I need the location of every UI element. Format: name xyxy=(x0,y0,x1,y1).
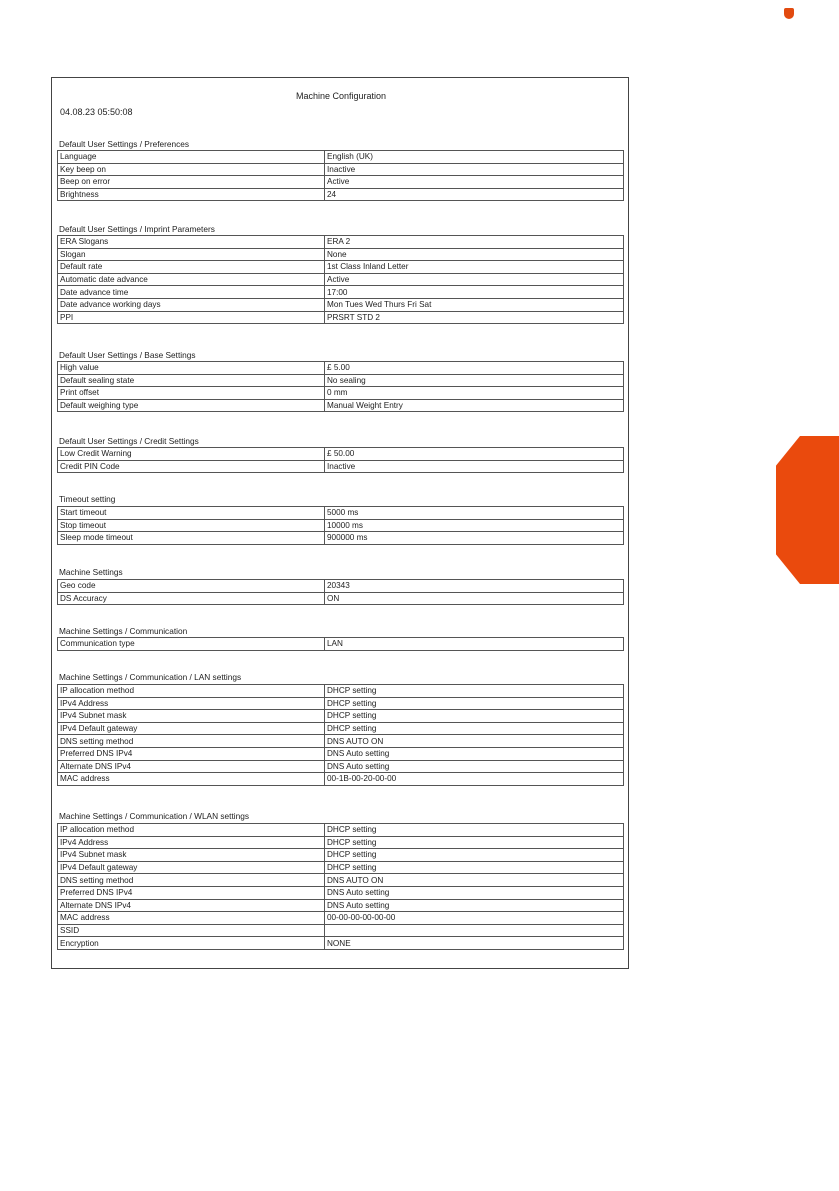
setting-label: IP allocation method xyxy=(58,685,325,698)
table-row xyxy=(58,460,624,473)
setting-value: DHCP setting xyxy=(325,722,624,735)
table-timeout-setting xyxy=(57,506,624,545)
setting-value: English (UK) xyxy=(325,151,624,164)
setting-label: Default weighing type xyxy=(58,399,325,412)
table-row xyxy=(58,710,624,723)
setting-value: DNS Auto setting xyxy=(325,886,624,899)
section-heading-wlan-settings: Machine Settings / Communication / WLAN settings xyxy=(59,811,249,821)
setting-label: IPv4 Subnet mask xyxy=(58,849,325,862)
table-lan-settings xyxy=(57,684,624,786)
table-row xyxy=(58,236,624,249)
setting-value: Inactive xyxy=(325,163,624,176)
setting-value: 00-00-00-00-00-00 xyxy=(325,912,624,925)
setting-value: 0 mm xyxy=(325,387,624,400)
table-row xyxy=(58,519,624,532)
setting-value: DHCP setting xyxy=(325,710,624,723)
setting-value: None xyxy=(325,248,624,261)
setting-label: Default rate xyxy=(58,261,325,274)
table-row xyxy=(58,163,624,176)
setting-label: Date advance time xyxy=(58,286,325,299)
table-credit-settings xyxy=(57,447,624,473)
table-row xyxy=(58,874,624,887)
setting-label: Encryption xyxy=(58,937,325,950)
setting-label: ERA Slogans xyxy=(58,236,325,249)
setting-value: DHCP setting xyxy=(325,697,624,710)
setting-value: DNS AUTO ON xyxy=(325,735,624,748)
section-heading-communication: Machine Settings / Communication xyxy=(59,626,188,636)
setting-label: IPv4 Default gateway xyxy=(58,861,325,874)
table-row xyxy=(58,298,624,311)
setting-value: DNS AUTO ON xyxy=(325,874,624,887)
setting-value: Manual Weight Entry xyxy=(325,399,624,412)
setting-value: Active xyxy=(325,273,624,286)
setting-value: Active xyxy=(325,176,624,189)
setting-value: DHCP setting xyxy=(325,685,624,698)
table-row xyxy=(58,760,624,773)
setting-label: MAC address xyxy=(58,773,325,786)
setting-label: IPv4 Subnet mask xyxy=(58,710,325,723)
setting-value: No sealing xyxy=(325,374,624,387)
table-row xyxy=(58,399,624,412)
section-heading-preferences: Default User Settings / Preferences xyxy=(59,139,190,149)
setting-value: DHCP setting xyxy=(325,849,624,862)
section-heading-machine-settings: Machine Settings xyxy=(59,567,123,577)
setting-value: DNS Auto setting xyxy=(325,760,624,773)
setting-value: 900000 ms xyxy=(325,532,624,545)
table-row xyxy=(58,151,624,164)
setting-value: DHCP setting xyxy=(325,836,624,849)
table-row xyxy=(58,592,624,605)
setting-label: Date advance working days xyxy=(58,298,325,311)
table-wlan-settings xyxy=(57,823,624,950)
chapter-side-tab xyxy=(776,436,839,584)
setting-value: Mon Tues Wed Thurs Fri Sat xyxy=(325,298,624,311)
printout-timestamp: 04.08.23 05:50:08 xyxy=(60,107,133,117)
setting-value: 5000 ms xyxy=(325,507,624,520)
setting-label: IPv4 Address xyxy=(58,836,325,849)
table-row xyxy=(58,849,624,862)
table-imprint-parameters xyxy=(57,235,624,324)
table-row xyxy=(58,176,624,189)
setting-label: Sleep mode timeout xyxy=(58,532,325,545)
table-row xyxy=(58,685,624,698)
table-row xyxy=(58,387,624,400)
setting-label: DNS setting method xyxy=(58,735,325,748)
table-row xyxy=(58,532,624,545)
table-row xyxy=(58,735,624,748)
table-row xyxy=(58,924,624,937)
setting-label: Communication type xyxy=(58,638,325,651)
table-row xyxy=(58,311,624,324)
setting-label: Beep on error xyxy=(58,176,325,189)
setting-label: DS Accuracy xyxy=(58,592,325,605)
setting-label: PPI xyxy=(58,311,325,324)
table-row xyxy=(58,861,624,874)
table-row xyxy=(58,899,624,912)
table-row xyxy=(58,937,624,950)
setting-label: Low Credit Warning xyxy=(58,448,325,461)
setting-value: DHCP setting xyxy=(325,861,624,874)
table-row xyxy=(58,580,624,593)
section-heading-base-settings: Default User Settings / Base Settings xyxy=(59,350,196,360)
setting-label: Stop timeout xyxy=(58,519,325,532)
setting-label: IPv4 Default gateway xyxy=(58,722,325,735)
table-row xyxy=(58,261,624,274)
table-row xyxy=(58,273,624,286)
setting-label: DNS setting method xyxy=(58,874,325,887)
table-row xyxy=(58,836,624,849)
setting-value: 17:00 xyxy=(325,286,624,299)
setting-value: 10000 ms xyxy=(325,519,624,532)
table-row xyxy=(58,824,624,837)
table-communication xyxy=(57,637,624,651)
table-row xyxy=(58,374,624,387)
section-heading-lan-settings: Machine Settings / Communication / LAN settings xyxy=(59,672,242,682)
setting-value: 00-1B-00-20-00-00 xyxy=(325,773,624,786)
page-corner-marker xyxy=(784,8,794,19)
setting-label: Slogan xyxy=(58,248,325,261)
setting-label: MAC address xyxy=(58,912,325,925)
setting-label: Start timeout xyxy=(58,507,325,520)
setting-label: High value xyxy=(58,362,325,375)
setting-value: ERA 2 xyxy=(325,236,624,249)
table-row xyxy=(58,248,624,261)
table-row xyxy=(58,697,624,710)
setting-label: Key beep on xyxy=(58,163,325,176)
configuration-printout xyxy=(51,77,629,969)
table-row xyxy=(58,507,624,520)
setting-label: Alternate DNS IPv4 xyxy=(58,899,325,912)
setting-value: 24 xyxy=(325,188,624,201)
table-row xyxy=(58,912,624,925)
setting-value: Inactive xyxy=(325,460,624,473)
setting-label: SSID xyxy=(58,924,325,937)
setting-value xyxy=(325,924,624,937)
setting-value: 1st Class Inland Letter xyxy=(325,261,624,274)
setting-value: LAN xyxy=(325,638,624,651)
table-preferences xyxy=(57,150,624,201)
setting-label: Automatic date advance xyxy=(58,273,325,286)
table-row xyxy=(58,286,624,299)
setting-value: DNS Auto setting xyxy=(325,747,624,760)
setting-value: 20343 xyxy=(325,580,624,593)
table-row xyxy=(58,448,624,461)
setting-value: DNS Auto setting xyxy=(325,899,624,912)
setting-value: £ 5.00 xyxy=(325,362,624,375)
setting-label: Credit PIN Code xyxy=(58,460,325,473)
section-heading-imprint-parameters: Default User Settings / Imprint Parameters xyxy=(59,224,215,234)
setting-value: DHCP setting xyxy=(325,824,624,837)
setting-label: Language xyxy=(58,151,325,164)
table-row xyxy=(58,362,624,375)
setting-label: Preferred DNS IPv4 xyxy=(58,886,325,899)
setting-label: Default sealing state xyxy=(58,374,325,387)
setting-value: NONE xyxy=(325,937,624,950)
table-machine-settings xyxy=(57,579,624,605)
table-row xyxy=(58,747,624,760)
printout-title: Machine Configuration xyxy=(295,91,387,101)
table-row xyxy=(58,886,624,899)
table-row xyxy=(58,722,624,735)
setting-label: IP allocation method xyxy=(58,824,325,837)
table-base-settings xyxy=(57,361,624,412)
setting-label: Print offset xyxy=(58,387,325,400)
setting-label: Preferred DNS IPv4 xyxy=(58,747,325,760)
table-row xyxy=(58,773,624,786)
setting-value: ON xyxy=(325,592,624,605)
setting-value: £ 50.00 xyxy=(325,448,624,461)
setting-label: Geo code xyxy=(58,580,325,593)
setting-label: Brightness xyxy=(58,188,325,201)
table-row xyxy=(58,188,624,201)
section-heading-credit-settings: Default User Settings / Credit Settings xyxy=(59,436,199,446)
section-heading-timeout-setting: Timeout setting xyxy=(59,494,116,504)
table-row xyxy=(58,638,624,651)
setting-value: PRSRT STD 2 xyxy=(325,311,624,324)
setting-label: IPv4 Address xyxy=(58,697,325,710)
setting-label: Alternate DNS IPv4 xyxy=(58,760,325,773)
